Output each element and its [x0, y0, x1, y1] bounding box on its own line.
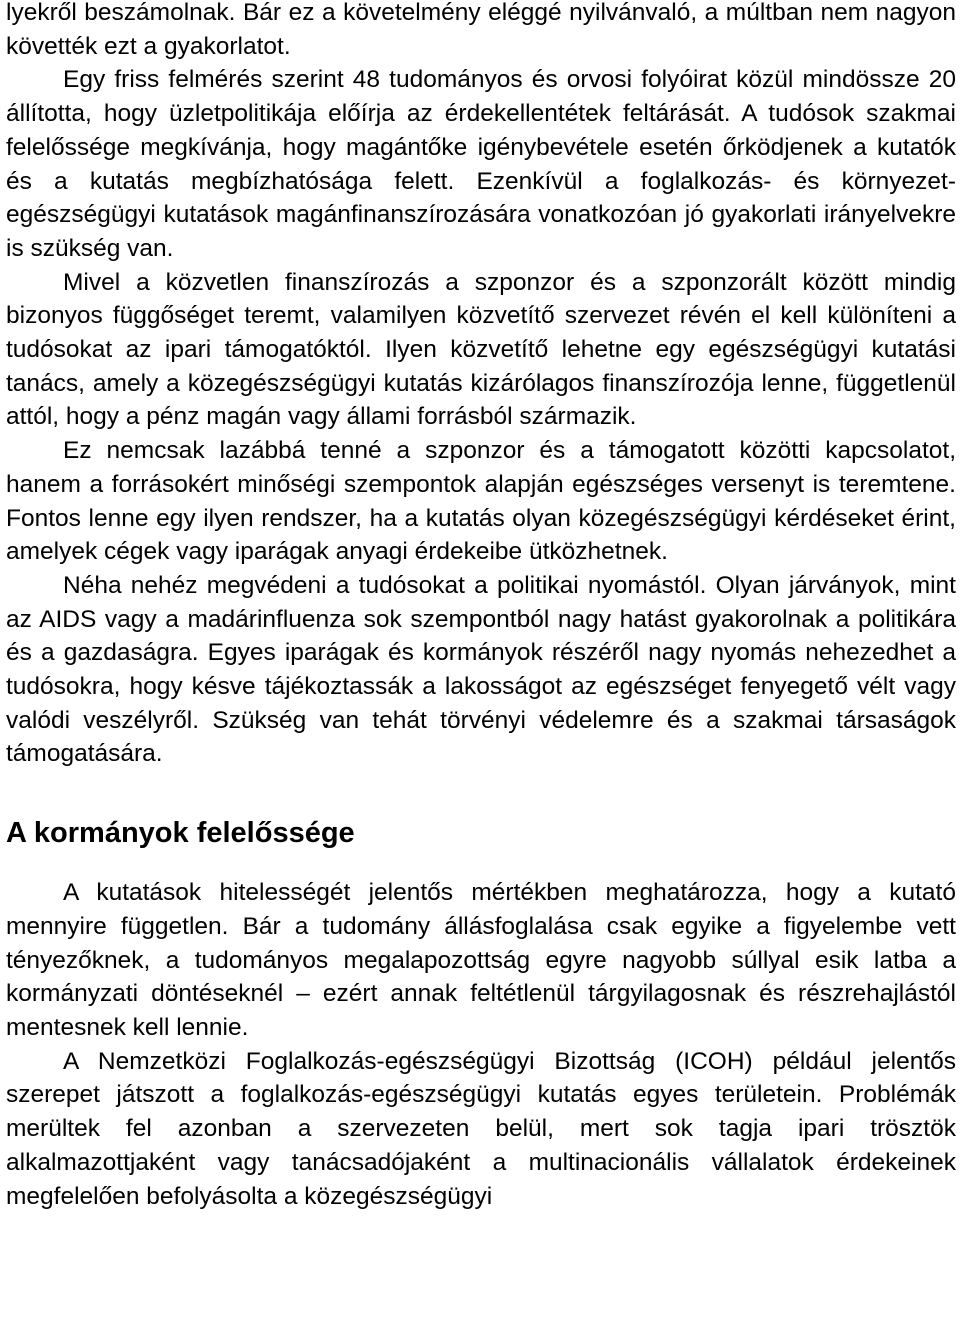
section-heading: A kormányok felelőssége	[6, 817, 355, 850]
paragraph-direct-funding: Mivel a közvetlen finanszírozás a szponzor és a szponzorált között mindig bizonyos függőséget teremt, valamilyen közvetítő szervezet révén el kell különíteni a tudósokat az ipari támogatóktól. Ilyen közvetítő lehetne egy egészségügyi kutatási tanács, amely a közegészségügyi kutatás kizárólagos finanszírozója lenne, függetlenül attól, hogy a pénz magán vagy állami forrásból származik.	[6, 268, 956, 431]
paragraph-icoh: A Nemzetközi Foglalkozás-egészségügyi Bizottság (ICOH) például jelentős szerepet játszott a foglalkozás-egészségügyi kutatás egyes területein. Problémák merültek fel azonban a szervezeten belül, mert sok tagja ipari trösztök alkalmazottjaként vagy tanácsadójaként a multinacionális vállalatok érdekeinek megfelelően befolyásolta a közegészségügyi	[6, 1047, 956, 1210]
paragraph-competition: Ez nemcsak lazábbá tenné a szponzor és a támogatott közötti kapcsolatot, hanem a forrásokért minőségi szempontok alapján egészséges versenyt is teremtene. Fontos lenne egy ilyen rendszer, ha a kutatás olyan közegészségügyi kérdéseket érint, amelyek cégek vagy iparágak anyagi érdekeibe ütközhetnek.	[6, 437, 956, 566]
paragraph-independence: A kutatások hitelességét jelentős mértékben meghatározza, hogy a kutató mennyire független. Bár a tudomány állásfoglalása csak egyike a figyelembe vett tényezőknek, a tudományos megalapozottság egyre nagyobb súllyal esik latba a kormányzati döntéseknél – ezért annak feltétlenül tárgyilagosnak és részrehajlástól mentesnek kell lennie.	[6, 879, 956, 1041]
paragraph-continued: lyekről beszámolnak. Bár ez a követelmény eléggé nyilvánvaló, a múltban nem nagyon követték ezt a gyakorlatot.	[6, 0, 956, 60]
paragraph-political-pressure: Néha nehéz megvédeni a tudósokat a politikai nyomástól. Olyan járványok, mint az AIDS vagy a madárinfluenza sok szempontból nagy hatást gyakorolnak a politikára és a gazdaságra. Egyes iparágak és kormányok részéről nagy nyomás nehezedhet a tudósokra, hogy késve tájékoztassák a lakosságot az egészséget fenyegető vélt vagy valódi veszélyről. Szükség van tehát törvényi védelemre és a szakmai társaságok támogatására.	[6, 571, 956, 768]
document-page	[6, 0, 956, 1213]
paragraph-survey: Egy friss felmérés szerint 48 tudományos és orvosi folyóirat közül mindössze 20 állította, hogy üzletpolitikája előírja az érdekellentétek feltárását. A tudósok szakmai felelőssége megkívánja, hogy magántőke igénybevétele esetén őrködjenek a kutatók és a kutatás megbízhatósága felett. Ezenkívül a foglalkozás- és környezet-egészségügyi kutatások magánfinanszírozására vonatkozóan jó gyakorlati irányelvekre is szükség van.	[6, 66, 956, 262]
